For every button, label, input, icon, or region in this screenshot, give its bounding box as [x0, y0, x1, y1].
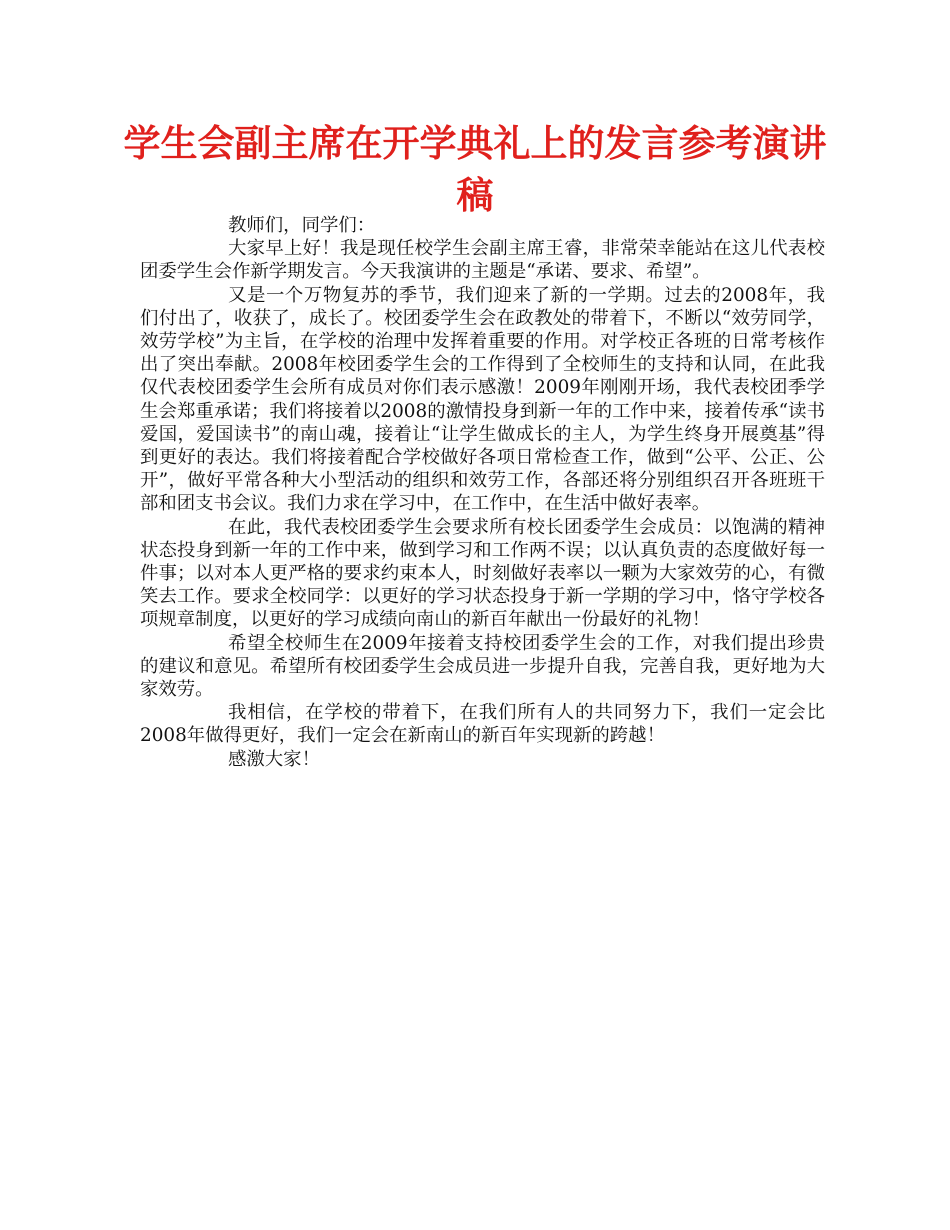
document-title: 学生会副主席在开学典礼上的发言参考演讲稿 [123, 122, 827, 217]
paragraph-greeting: 教师们，同学们： [228, 215, 376, 236]
paragraph-review: 又是一个万物复苏的季节，我们迎来了新的一学期。过去的2008年，我们付出了，收获了，成长了。校团委学生会在政教处的带着下，不断以“效劳同学，效劳学校”为主旨，在学校的治理中发挥着重要的作用。对学校正各班的日常考核作出了突出奉献。2008年校团委学生会的工作得到了全校师生的支持和认同，在此我仅代表校团委学生会所有成员对你们表示感激！2009年刚刚开场，我代表校团季学生会郑重承诺；我们将接着以2008的激情投身到新一年的工作中来，接着传承“读书爱国，爱国读书”的南山魂，接着让“让学生做成长的主人，为学生终身开展奠基”得到更好的表达。我们将接着配合学校做好各项日常检查工作，做到“公平、公正、公开”，做好平常各种大小型活动的组织和效劳工作，各部还将分别组织召开各班班干部和团支书会议。我们力求在学习中，在工作中，在生活中做好表率。 [140, 284, 825, 515]
document-body [140, 214, 825, 771]
paragraph-intro: 大家早上好！我是现任校学生会副主席王睿，非常荣幸能站在这儿代表校团委学生会作新学期发言。今天我演讲的主题是“承诺、要求、希望”。 [140, 238, 825, 283]
paragraph-requirements: 在此，我代表校团委学生会要求所有校长团委学生会成员：以饱满的精神状态投身到新一年的工作中来，做到学习和工作两不误；以认真负责的态度做好每一件事；以对本人更严格的要求约束本人，时刻做好表率以一颗为大家效劳的心，有微笑去工作。要求全校同学：以更好的学习状态投身于新一学期的学习中，恪守学校各项规章制度，以更好的学习成绩向南山的新百年献出一份最好的礼物！ [140, 516, 825, 631]
paragraph-hope: 希望全校师生在2009年接着支持校团委学生会的工作，对我们提出珍贵的建议和意见。希望所有校团委学生会成员进一步提升自我，完善自我，更好地为大家效劳。 [140, 632, 825, 701]
paragraph-thanks: 感激大家！ [228, 748, 320, 770]
paragraph-belief: 我相信，在学校的带着下，在我们所有人的共同努力下，我们一定会比2008年做得更好，我们一定会在新南山的新百年实现新的跨越！ [140, 702, 825, 747]
